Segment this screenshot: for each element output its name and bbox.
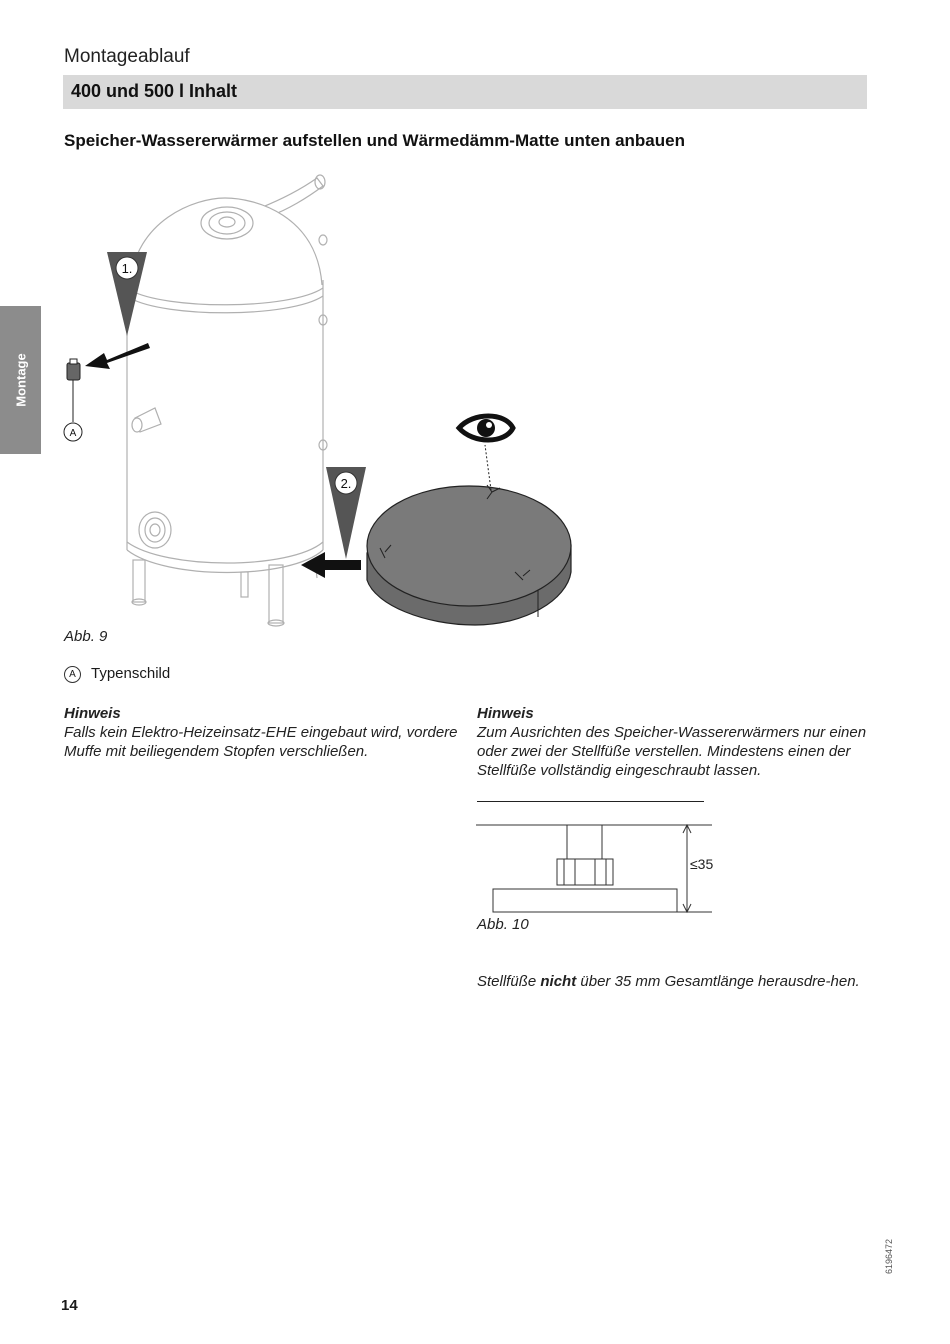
legend-symbol: A: [64, 666, 81, 683]
dimension-label: ≤35: [690, 856, 714, 872]
note-right-heading: Hinweis: [477, 705, 534, 722]
side-tab-montage: [0, 306, 41, 454]
step-2-label: 2.: [340, 476, 352, 491]
figure-9-caption: Abb. 9: [64, 628, 108, 645]
instruction-text: [477, 972, 867, 991]
divider-line: [477, 801, 704, 802]
chapter-header-bar: [63, 75, 867, 109]
section-title: Montageablauf: [64, 46, 190, 67]
step-1-label: 1.: [121, 261, 133, 276]
chapter-title: 400 und 500 l Inhalt: [71, 81, 238, 101]
note-left-text: Falls kein Elektro-Heizeinsatz-EHE eingebaut wird, vordere Muffe mit beiliegendem Stopfen verschließen.: [64, 724, 458, 760]
eye-icon: [459, 416, 513, 440]
side-tab-label: Montage: [13, 353, 28, 407]
callout-a: A: [69, 428, 77, 439]
step-heading: Speicher-Wassererwärmer aufstellen und Wärmedämm-Matte unten anbauen: [64, 131, 685, 150]
instruction-after: über 35 mm Gesamtlänge herausdre-hen.: [576, 973, 860, 990]
note-left: [64, 704, 464, 761]
legend-item: [64, 665, 170, 683]
figure-10-foot-illustration: [470, 815, 720, 915]
instruction-before: Stellfüße: [477, 973, 541, 990]
figure-10-caption: Abb. 10: [477, 916, 529, 933]
page-number: 14: [61, 1297, 78, 1314]
note-right-text: Zum Ausrichten des Speicher-Wassererwärmers nur einen oder zwei der Stellfüße verstellen. Mindestens einen der Stellfüße vollständig eingeschraubt lassen.: [477, 724, 867, 779]
note-right: [477, 704, 867, 780]
legend-text: Typenschild: [91, 665, 171, 682]
note-left-heading: Hinweis: [64, 705, 121, 722]
figure-9-tank-illustration: [55, 160, 595, 630]
document-code: 6196472: [884, 1238, 894, 1274]
instruction-emphasis: nicht: [540, 973, 577, 990]
